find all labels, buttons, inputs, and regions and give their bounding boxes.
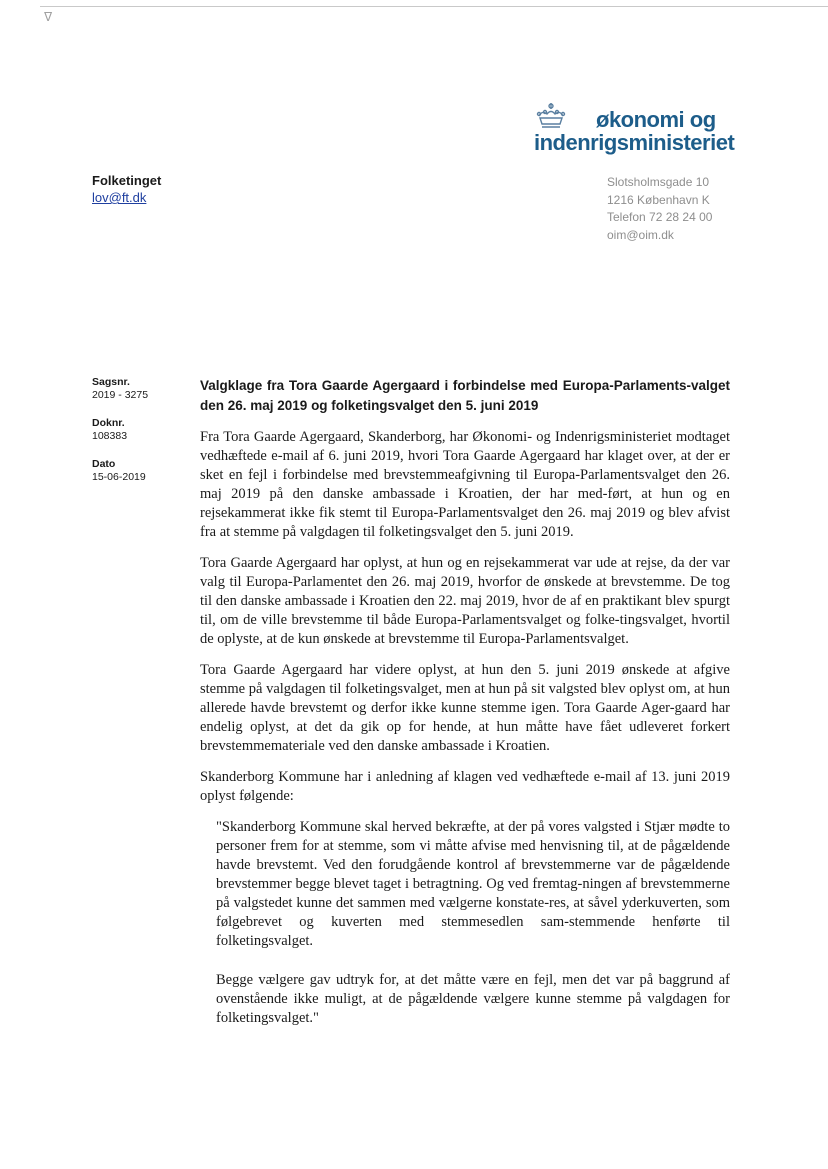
- body-paragraph: Skanderborg Kommune har i anledning af klagen ved vedhæftede e-mail af 13. juni 2019 oplyst følgende:: [200, 769, 730, 804]
- body-paragraph: Fra Tora Gaarde Agergaard, Skanderborg, har Økonomi- og Indenrigsministeriet modtaget vedhæftede e-mail af 6. juni 2019, hvori Tora Gaarde Agergaard har klaget over, at der er sket en fejl i forbindelse med brevstemmeafgivning til Europa-Parlamentsvalget den 26. maj 2019 på den danske ambassade i Kroatien, der har med-ført, at hun og en rejsekammerat ikke fik stemt til Europa-Parlamentsvalget den 26. maj 2019 og blev afvist fra at stemme på valgdagen til folketingsvalget den 5. juni 2019.: [200, 429, 730, 540]
- quoted-paragraph: Begge vælgere gav udtryk for, at det måtte være en fejl, men det var på baggrund af ovenstående ikke muligt, at de pågældende vælgere kunne stemme på valgdagen for folketingsvalget.": [216, 972, 730, 1026]
- scan-artifact-mark: ᐁ: [44, 10, 53, 24]
- sender-address: [607, 174, 712, 244]
- address-street: Slotsholmsgade 10: [607, 175, 710, 189]
- sagsnr-label: Sagsnr.: [92, 376, 130, 388]
- quoted-paragraph: "Skanderborg Kommune skal herved bekræfte, at der på vores valgsted i Stjær mødte to personer frem for at stemme, som vi måtte afvise med henvisning til, at de pågældende havde brevstemt. Ved den forudgående kontrol af brevstemmerne var de pågældende brevstemmer begge blevet taget i betragtning. Og ved fremtag-ningen af brevstemmerne på valgstedet kunne det sammen med vælgerne konstate-res, at såvel yderkuverten, som følgebrevet og kuverten med stemmesedlen sam-stemmende henførte til folketingsvalget.: [216, 819, 730, 949]
- address-phone: Telefon 72 28 24 00: [607, 210, 713, 224]
- dato-value: 15-06-2019: [92, 471, 146, 483]
- scan-edge-line: [40, 6, 828, 7]
- recipient-block: [92, 172, 161, 206]
- letter-subject: Valgklage fra Tora Gaarde Agergaard i forbindelse med Europa-Parlaments-valget den 26. maj 2019 og folketingsvalget den 5. juni 2019: [200, 378, 730, 413]
- logo-text-line2: indenrigsministeriet: [534, 130, 735, 155]
- sagsnr-value: 2019 - 3275: [92, 389, 149, 401]
- crown-icon: [534, 102, 568, 132]
- case-meta: [92, 376, 182, 499]
- recipient-email-link[interactable]: lov@ft.dk: [92, 190, 147, 205]
- dato-label: Dato: [92, 458, 116, 470]
- address-email: oim@oim.dk: [607, 227, 674, 242]
- logo-text-line1: økonomi og: [596, 107, 716, 132]
- body-paragraph: Tora Gaarde Agergaard har videre oplyst, at hun den 5. juni 2019 ønskede at afgive stemme på valgdagen til folketingsvalget, men at hun på sit valgsted blev oplyst om, at hun allerede havde brevstemt og derfor ikke kunne stemme igen. Tora Gaarde Ager-gaard har endelig oplyst, at det da gik op for hende, at hun måtte have fået udleveret forkert brevstemmemateriale ved den danske ambassade i Kroatien.: [200, 662, 730, 754]
- doknr-label: Doknr.: [92, 417, 125, 429]
- letter-body: [200, 428, 730, 1040]
- recipient-name: Folketinget: [92, 173, 162, 188]
- doknr-value: 108383: [92, 430, 128, 442]
- body-paragraph: Tora Gaarde Agergaard har oplyst, at hun og en rejsekammerat var ude at rejse, da der var valg til Europa-Parlamentet den 26. maj 2019, hvorfor de ønskede at brevstemme. De tog til den danske ambassade i Kroatien den 22. maj 2019, hvor de af en praktikant blev spurgt til, om de ville brevstemme til både Europa-Parlamentsvalget og folke-tingsvalget, hvortil de oplyste, at de kun ønskede at brevstemme til Europa-Parlamentsvalget.: [200, 555, 730, 647]
- address-city: 1216 København K: [607, 192, 710, 207]
